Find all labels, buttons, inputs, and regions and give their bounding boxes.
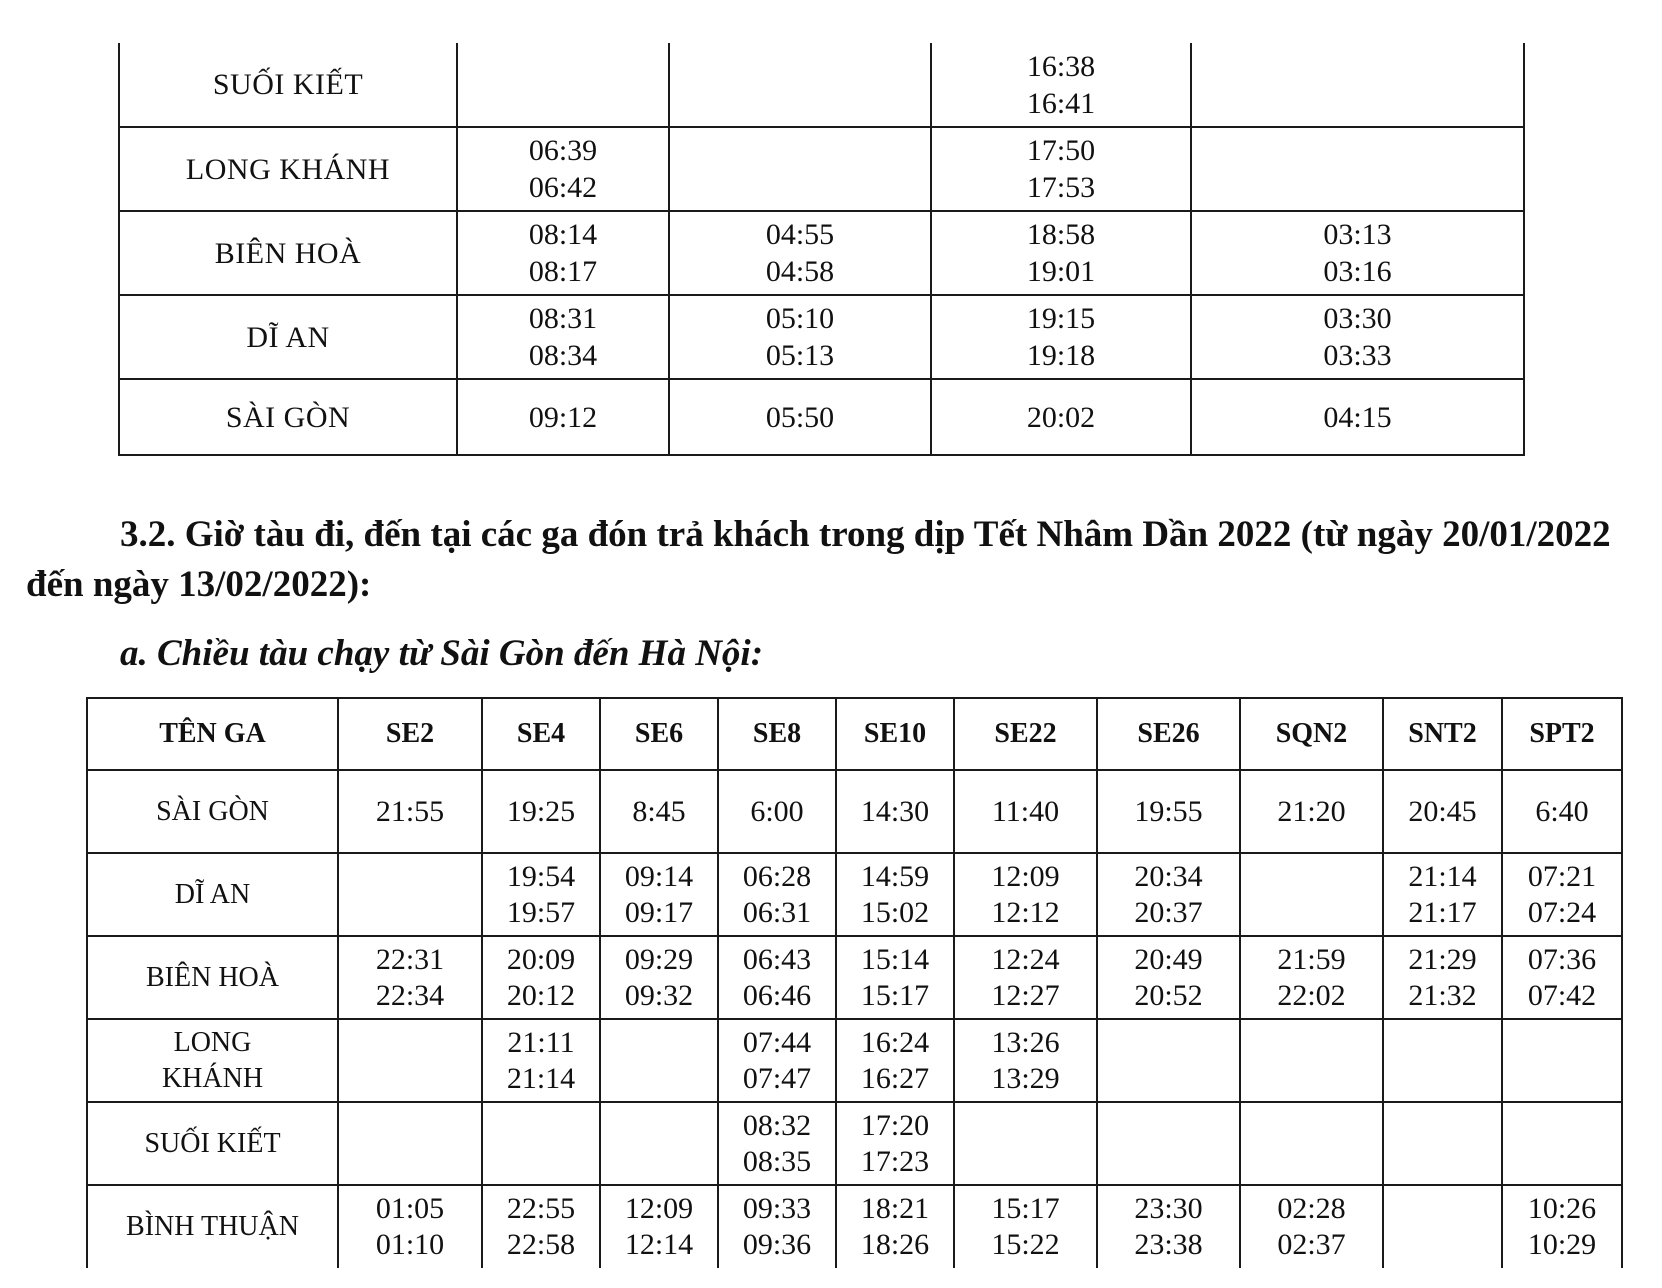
- time-cell: 6:00: [718, 770, 836, 853]
- time-cell: [457, 43, 669, 127]
- station-name: BÌNH THUẬN: [87, 1185, 338, 1268]
- table-row: [119, 127, 1524, 211]
- table-row: [87, 853, 1622, 936]
- time-cell: 05:50: [669, 379, 931, 455]
- time-cell: 05:10 05:13: [669, 295, 931, 379]
- train-column-header: SE4: [482, 698, 600, 770]
- time-cell: 02:28 02:37: [1240, 1185, 1383, 1268]
- train-column-header: SQN2: [1240, 698, 1383, 770]
- time-cell: 21:14 21:17: [1383, 853, 1502, 936]
- time-cell: 15:17 15:22: [954, 1185, 1097, 1268]
- time-cell: 20:45: [1383, 770, 1502, 853]
- time-cell: 08:14 08:17: [457, 211, 669, 295]
- time-cell: 18:58 19:01: [931, 211, 1191, 295]
- time-cell: 18:21 18:26: [836, 1185, 954, 1268]
- time-cell: 07:44 07:47: [718, 1019, 836, 1102]
- time-cell: 09:14 09:17: [600, 853, 718, 936]
- time-cell: [1097, 1019, 1240, 1102]
- train-column-header: SE10: [836, 698, 954, 770]
- time-cell: 6:40: [1502, 770, 1622, 853]
- time-cell: 21:55: [338, 770, 482, 853]
- time-cell: [1383, 1019, 1502, 1102]
- time-cell: [1240, 853, 1383, 936]
- schedule-table-continued: [118, 43, 1525, 456]
- time-cell: 08:32 08:35: [718, 1102, 836, 1185]
- station-name: SUỐI KIẾT: [87, 1102, 338, 1185]
- time-cell: 20:34 20:37: [1097, 853, 1240, 936]
- station-name: SÀI GÒN: [119, 379, 457, 455]
- time-cell: 17:50 17:53: [931, 127, 1191, 211]
- station-name: DĨ AN: [119, 295, 457, 379]
- time-cell: [1191, 43, 1524, 127]
- time-cell: 01:05 01:10: [338, 1185, 482, 1268]
- time-cell: 22:55 22:58: [482, 1185, 600, 1268]
- time-cell: 14:59 15:02: [836, 853, 954, 936]
- time-cell: 21:59 22:02: [1240, 936, 1383, 1019]
- train-column-header: SE8: [718, 698, 836, 770]
- direction-subheading: a. Chiều tàu chạy từ Sài Gòn đến Hà Nội:: [120, 633, 764, 674]
- table-row: [119, 43, 1524, 127]
- train-column-header: SE22: [954, 698, 1097, 770]
- time-cell: 22:31 22:34: [338, 936, 482, 1019]
- table-row: [119, 295, 1524, 379]
- station-name: SUỐI KIẾT: [119, 43, 457, 127]
- train-column-header: SE26: [1097, 698, 1240, 770]
- time-cell: 04:55 04:58: [669, 211, 931, 295]
- time-cell: 06:39 06:42: [457, 127, 669, 211]
- time-cell: [1383, 1102, 1502, 1185]
- station-name: LONG KHÁNH: [119, 127, 457, 211]
- time-cell: [338, 1019, 482, 1102]
- time-cell: [600, 1019, 718, 1102]
- time-cell: 21:11 21:14: [482, 1019, 600, 1102]
- time-cell: 13:26 13:29: [954, 1019, 1097, 1102]
- time-cell: 06:43 06:46: [718, 936, 836, 1019]
- table-row: [87, 1185, 1622, 1268]
- time-cell: [1240, 1019, 1383, 1102]
- time-cell: 07:21 07:24: [1502, 853, 1622, 936]
- time-cell: 14:30: [836, 770, 954, 853]
- table-row: [87, 1102, 1622, 1185]
- time-cell: 11:40: [954, 770, 1097, 853]
- table-row: [87, 936, 1622, 1019]
- section-heading: 3.2. Giờ tàu đi, đến tại các ga đón trả khách trong dịp Tết Nhâm Dần 2022 (từ ngày 20/01/2022 đến ngày 13/02/2022):: [26, 514, 1611, 605]
- time-cell: 06:28 06:31: [718, 853, 836, 936]
- time-cell: [482, 1102, 600, 1185]
- time-cell: 09:12: [457, 379, 669, 455]
- time-cell: 03:13 03:16: [1191, 211, 1524, 295]
- time-cell: 19:55: [1097, 770, 1240, 853]
- table-row: [119, 211, 1524, 295]
- time-cell: 20:49 20:52: [1097, 936, 1240, 1019]
- time-cell: [1383, 1185, 1502, 1268]
- train-column-header: SE6: [600, 698, 718, 770]
- time-cell: [1502, 1102, 1622, 1185]
- time-cell: [954, 1102, 1097, 1185]
- time-cell: 19:25: [482, 770, 600, 853]
- time-cell: 12:09 12:12: [954, 853, 1097, 936]
- header-row: [87, 698, 1622, 770]
- time-cell: 12:09 12:14: [600, 1185, 718, 1268]
- table-row: [119, 379, 1524, 455]
- schedule-table-saigon-to-hanoi: [86, 697, 1623, 1268]
- time-cell: 19:15 19:18: [931, 295, 1191, 379]
- time-cell: 17:20 17:23: [836, 1102, 954, 1185]
- train-column-header: SPT2: [1502, 698, 1622, 770]
- time-cell: 08:31 08:34: [457, 295, 669, 379]
- time-cell: 16:38 16:41: [931, 43, 1191, 127]
- station-name: LONG KHÁNH: [87, 1019, 338, 1102]
- table-row: [87, 1019, 1622, 1102]
- time-cell: 10:26 10:29: [1502, 1185, 1622, 1268]
- station-name: DĨ AN: [87, 853, 338, 936]
- time-cell: [669, 127, 931, 211]
- time-cell: 04:15: [1191, 379, 1524, 455]
- train-column-header: SNT2: [1383, 698, 1502, 770]
- time-cell: [1097, 1102, 1240, 1185]
- table-row: [87, 770, 1622, 853]
- time-cell: 21:20: [1240, 770, 1383, 853]
- time-cell: [338, 1102, 482, 1185]
- station-name: SÀI GÒN: [87, 770, 338, 853]
- time-cell: 07:36 07:42: [1502, 936, 1622, 1019]
- time-cell: [1191, 127, 1524, 211]
- train-column-header: SE2: [338, 698, 482, 770]
- time-cell: [1240, 1102, 1383, 1185]
- time-cell: 20:02: [931, 379, 1191, 455]
- time-cell: 09:33 09:36: [718, 1185, 836, 1268]
- time-cell: [600, 1102, 718, 1185]
- time-cell: 21:29 21:32: [1383, 936, 1502, 1019]
- time-cell: 8:45: [600, 770, 718, 853]
- time-cell: 16:24 16:27: [836, 1019, 954, 1102]
- time-cell: [338, 853, 482, 936]
- station-column-header: TÊN GA: [87, 698, 338, 770]
- station-name: BIÊN HOÀ: [119, 211, 457, 295]
- time-cell: 23:30 23:38: [1097, 1185, 1240, 1268]
- time-cell: [669, 43, 931, 127]
- time-cell: 15:14 15:17: [836, 936, 954, 1019]
- time-cell: 20:09 20:12: [482, 936, 600, 1019]
- time-cell: 19:54 19:57: [482, 853, 600, 936]
- time-cell: 12:24 12:27: [954, 936, 1097, 1019]
- time-cell: 09:29 09:32: [600, 936, 718, 1019]
- time-cell: 03:30 03:33: [1191, 295, 1524, 379]
- time-cell: [1502, 1019, 1622, 1102]
- station-name: BIÊN HOÀ: [87, 936, 338, 1019]
